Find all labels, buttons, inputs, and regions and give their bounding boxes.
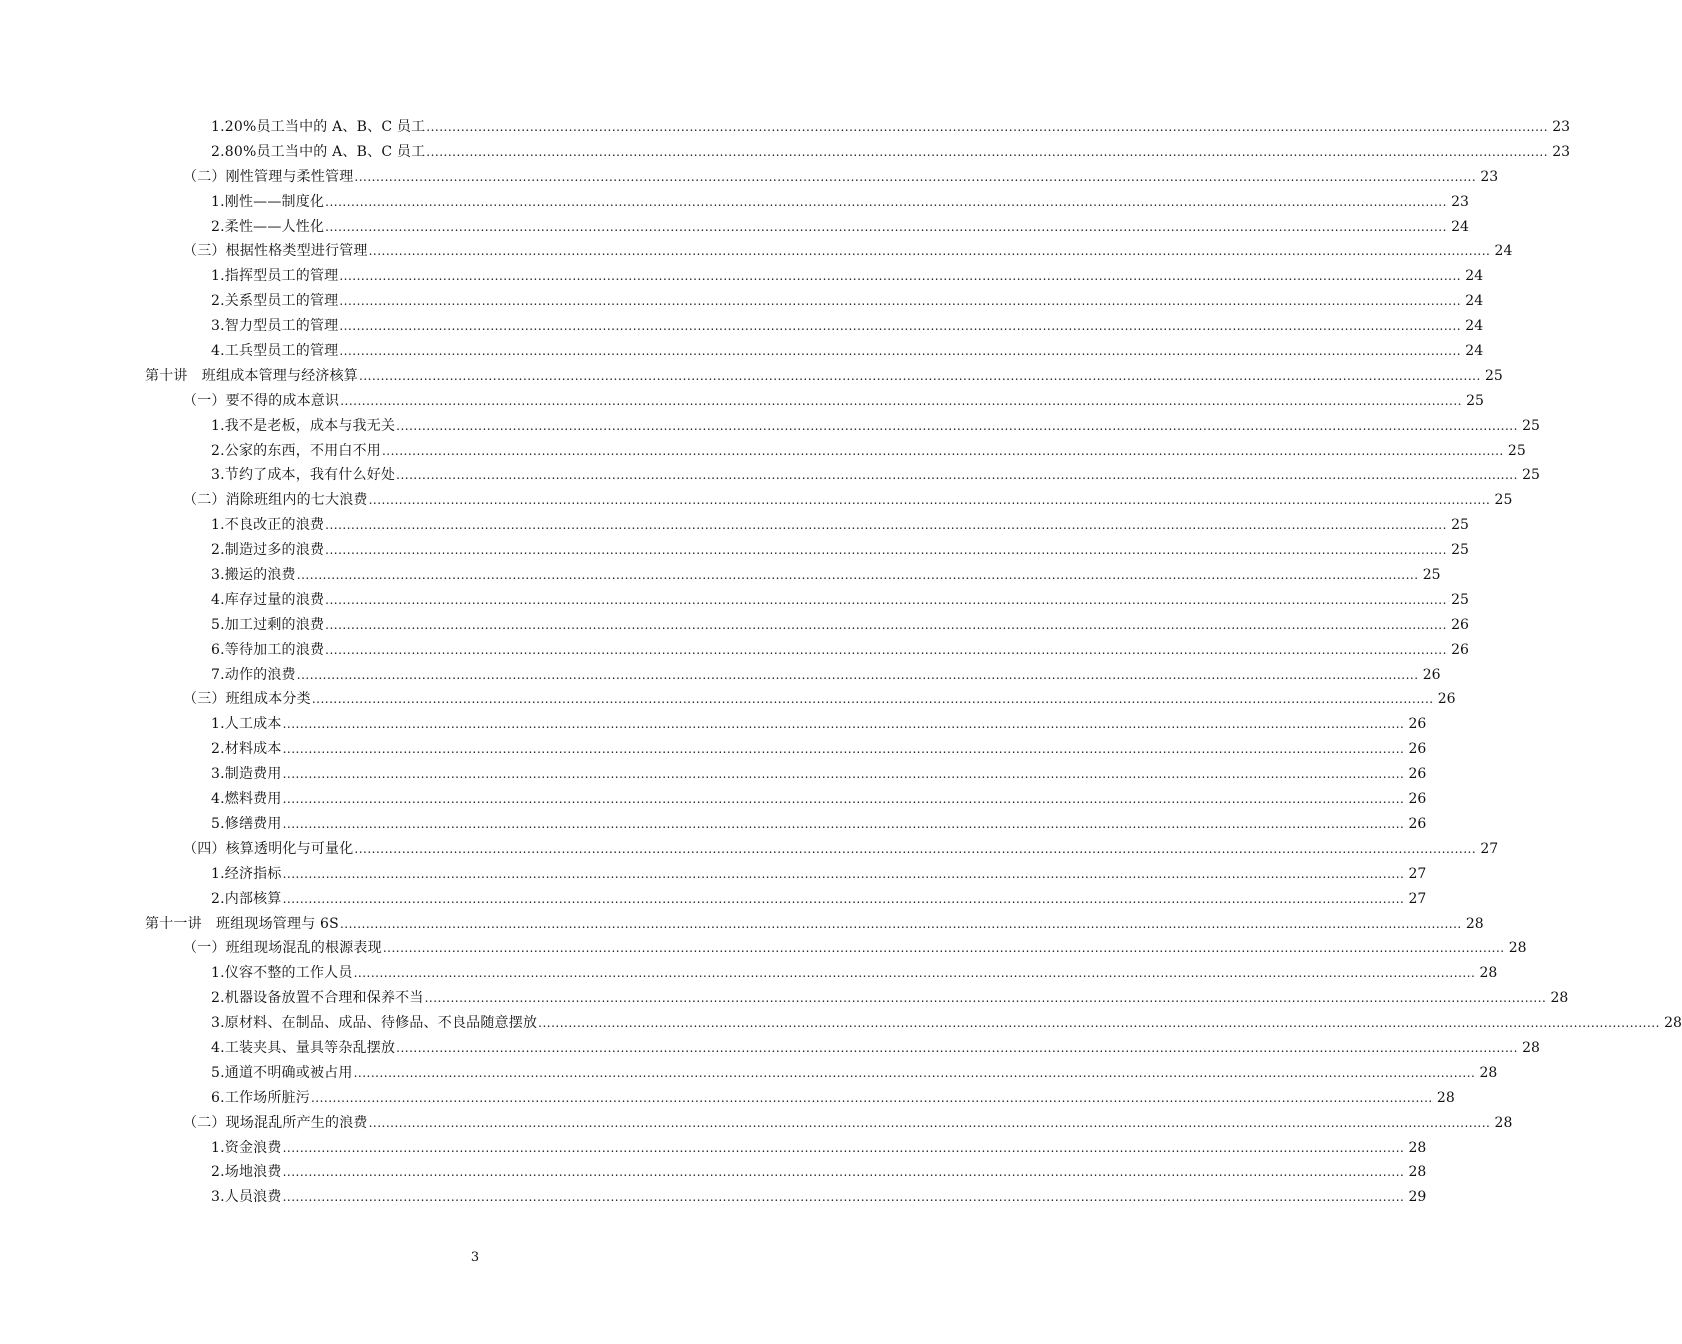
dot-leader: .................................................................................................................................................................................................................................................................... [325, 592, 1447, 607]
toc-entry-item [0, 314, 1484, 339]
toc-entry-page: 28 [1436, 1089, 1455, 1106]
toc-entry-line [211, 190, 1469, 215]
toc-entry-page: 25 [1422, 567, 1441, 584]
toc-entry-item [0, 513, 1469, 538]
dot-leader: .................................................................................................................................................................................................................................................................... [339, 319, 1462, 334]
dot-leader: .................................................................................................................................................................................................................................................................... [353, 1065, 1476, 1080]
toc-entry-title: 1.我不是老板，成本与我无关 [211, 417, 396, 434]
dot-leader: .................................................................................................................................................................................................................................................................... [282, 1190, 1405, 1205]
toc-entry-section [0, 837, 1499, 862]
toc-entry-title: 4.燃料费用 [211, 791, 282, 808]
toc-entry-page: 26 [1408, 716, 1427, 733]
toc-entry-item [0, 439, 1526, 464]
toc-entry-title: 4.工装夹具、量具等杂乱摆放 [211, 1039, 396, 1056]
toc-entry-item [0, 762, 1427, 787]
toc-entry-title: 1.经济指标 [211, 865, 282, 882]
toc-entry-page: 27 [1480, 840, 1499, 857]
toc-entry-line [211, 1061, 1498, 1086]
toc-entry-section [0, 687, 1456, 712]
dot-leader: .................................................................................................................................................................................................................................................................... [424, 991, 1547, 1006]
toc-entry-item [0, 115, 1571, 140]
toc-entry-page: 26 [1437, 691, 1456, 708]
dot-leader: .................................................................................................................................................................................................................................................................... [282, 866, 1405, 881]
toc-entry-title: 1.仪容不整的工作人员 [211, 965, 353, 982]
toc-entry-page: 27 [1408, 890, 1427, 907]
dot-leader: .................................................................................................................................................................................................................................................................... [339, 294, 1462, 309]
toc-entry-page: 26 [1451, 641, 1469, 658]
toc-entry-line [211, 314, 1484, 339]
toc-entry-page: 28 [1494, 1114, 1513, 1131]
toc-entry-line [211, 264, 1484, 289]
toc-entry-item [0, 463, 1540, 488]
toc-entry-page: 28 [1479, 965, 1498, 982]
toc-entry-line [211, 563, 1441, 588]
toc-entry-page: 28 [1408, 1164, 1427, 1181]
dot-leader: .................................................................................................................................................................................................................................................................... [396, 1040, 1518, 1055]
toc-entry-item [0, 264, 1484, 289]
toc-entry-page: 23 [1552, 119, 1571, 135]
toc-entry-line [145, 364, 1503, 389]
dot-leader: .................................................................................................................................................................................................................................................................... [325, 194, 1447, 209]
toc-entry-title: 1.刚性——制度化 [211, 193, 325, 210]
toc-entry-title: （四）核算透明化与可量化 [183, 840, 354, 857]
dot-leader: .................................................................................................................................................................................................................................................................... [282, 891, 1405, 906]
toc-entry-page: 23 [1480, 168, 1499, 185]
dot-leader: .................................................................................................................................................................................................................................................................... [296, 568, 1419, 583]
dot-leader: .................................................................................................................................................................................................................................................................... [325, 617, 1447, 632]
toc-entry-line [183, 389, 1484, 414]
toc-entry-page: 28 [1664, 1015, 1682, 1032]
toc-entry-line [211, 538, 1469, 563]
toc-entry-line [211, 414, 1540, 439]
dot-leader: .................................................................................................................................................................................................................................................................... [282, 1140, 1405, 1155]
toc-entry-page: 28 [1522, 1039, 1540, 1056]
toc-entry-page: 25 [1451, 517, 1469, 534]
toc-entry-line [211, 215, 1469, 240]
dot-leader: .................................................................................................................................................................................................................................................................... [311, 692, 1434, 707]
toc-entry-line [211, 1036, 1540, 1061]
dot-leader: .................................................................................................................................................................................................................................................................... [426, 120, 1549, 134]
toc-entry-line [211, 961, 1498, 986]
dot-leader: .................................................................................................................................................................................................................................................................... [368, 244, 1491, 259]
toc-entry-line [211, 613, 1469, 638]
dot-leader: .................................................................................................................................................................................................................................................................... [368, 1115, 1491, 1130]
dot-leader: .................................................................................................................................................................................................................................................................... [339, 344, 1462, 359]
dot-leader: .................................................................................................................................................................................................................................................................... [282, 816, 1405, 831]
toc-entry-line [211, 513, 1469, 538]
toc-entry-page: 28 [1479, 1064, 1498, 1081]
toc-entry-title: 5.通道不明确或被占用 [211, 1064, 353, 1081]
toc-entry-page: 25 [1522, 417, 1540, 434]
toc-entry-page: 26 [1408, 741, 1427, 758]
dot-leader: .................................................................................................................................................................................................................................................................... [310, 1090, 1433, 1105]
toc-entry-title: 2.公家的东西，不用白不用 [211, 442, 381, 459]
toc-entry-page: 26 [1408, 791, 1427, 808]
dot-leader: .................................................................................................................................................................................................................................................................... [325, 543, 1447, 558]
toc-entry-item [0, 1136, 1427, 1161]
toc-entry-item [0, 1086, 1455, 1111]
toc-entry-line [211, 663, 1441, 688]
dot-leader: .................................................................................................................................................................................................................................................................... [282, 792, 1405, 807]
toc-entry-item [0, 190, 1469, 215]
toc-entry-line [211, 737, 1427, 762]
toc-entry-item [0, 737, 1427, 762]
toc-entry-title: 3.智力型员工的管理 [211, 318, 339, 335]
toc-entry-item [0, 1011, 1682, 1036]
toc-entry-line [211, 887, 1427, 912]
toc-entry-item [0, 613, 1469, 638]
toc-entry-page: 24 [1465, 268, 1484, 285]
dot-leader: .................................................................................................................................................................................................................................................................... [339, 916, 1462, 931]
toc-entry-title: 6.工作场所脏污 [211, 1089, 310, 1106]
dot-leader: .................................................................................................................................................................................................................................................................... [368, 493, 1491, 508]
dot-leader: .................................................................................................................................................................................................................................................................... [325, 518, 1447, 533]
toc-entry-line [211, 862, 1427, 887]
toc-entry-line [211, 1136, 1427, 1161]
toc-entry-section [0, 488, 1513, 513]
toc-entry-item [0, 961, 1498, 986]
toc-entry-page: 27 [1408, 865, 1427, 882]
toc-entry-page: 25 [1522, 467, 1540, 484]
toc-entry-page: 26 [1422, 666, 1441, 683]
toc-entry-item [0, 1061, 1498, 1086]
toc-entry-line [211, 762, 1427, 787]
toc-entry-item [0, 140, 1571, 165]
toc-entry-page: 24 [1465, 293, 1484, 310]
toc-entry-item [0, 663, 1441, 688]
toc-entry-line [183, 837, 1499, 862]
toc-entry-line [183, 936, 1527, 961]
toc-entry-chapter [0, 912, 1484, 937]
toc-entry-page: 24 [1465, 343, 1484, 360]
toc-entry-section [0, 165, 1499, 190]
dot-leader: .................................................................................................................................................................................................................................................................... [354, 841, 1477, 856]
toc-entry-section [0, 1111, 1513, 1136]
toc-entry-line [211, 986, 1569, 1011]
toc-entry-item [0, 812, 1427, 837]
toc-entry-line [211, 439, 1526, 464]
dot-leader: .................................................................................................................................................................................................................................................................... [282, 742, 1405, 757]
toc-entry-item [0, 563, 1441, 588]
toc-entry-title: 2.制造过多的浪费 [211, 542, 325, 559]
toc-entry-title: 5.修缮费用 [211, 815, 282, 832]
toc-entry-title: （二）现场混乱所产生的浪费 [183, 1114, 368, 1131]
dot-leader: .................................................................................................................................................................................................................................................................... [296, 667, 1419, 682]
toc-entry-title: （三）班组成本分类 [183, 691, 311, 708]
toc-entry-title: 第十讲 班组成本管理与经济核算 [145, 367, 358, 384]
toc-entry-line [183, 488, 1513, 513]
toc-entry-item [0, 414, 1540, 439]
toc-entry-page: 23 [1451, 193, 1469, 210]
toc-entry-page: 25 [1507, 442, 1526, 459]
toc-entry-item [0, 986, 1569, 1011]
toc-entry-title: 1.资金浪费 [211, 1139, 282, 1156]
toc-entry-page: 25 [1494, 492, 1513, 509]
toc-entry-item [0, 588, 1469, 613]
toc-entry-page: 24 [1494, 243, 1513, 260]
toc-entry-title: 2.关系型员工的管理 [211, 293, 339, 310]
toc-entry-item [0, 1036, 1540, 1061]
dot-leader: .................................................................................................................................................................................................................................................................... [325, 642, 1447, 657]
toc-entry-line [145, 912, 1484, 937]
dot-leader: .................................................................................................................................................................................................................................................................... [396, 418, 1518, 433]
toc-entry-line [183, 687, 1456, 712]
toc-entry-title: （一）班组现场混乱的根源表现 [183, 940, 382, 957]
toc-entry-title: （一）要不得的成本意识 [183, 392, 340, 409]
toc-entry-title: 2.机器设备放置不合理和保养不当 [211, 990, 424, 1007]
toc-entry-line [211, 812, 1427, 837]
toc-entry-title: 3.制造费用 [211, 766, 282, 783]
toc-entry-section [0, 936, 1527, 961]
dot-leader: .................................................................................................................................................................................................................................................................... [538, 1016, 1660, 1031]
toc-entry-title: 2.内部核算 [211, 890, 282, 907]
toc-entry-line [211, 1011, 1682, 1036]
toc-entry-line [183, 1111, 1513, 1136]
toc-entry-title: 1.不良改正的浪费 [211, 517, 325, 534]
toc-entry-section [0, 389, 1484, 414]
toc-entry-chapter [0, 364, 1503, 389]
toc-entry-item [0, 339, 1484, 364]
toc-entry-line [211, 463, 1540, 488]
toc-entry-page: 29 [1408, 1189, 1427, 1206]
toc-entry-title: 3.原材料、在制品、成品、待修品、不良品随意摆放 [211, 1015, 538, 1032]
toc-entry-page: 23 [1552, 143, 1571, 160]
toc-entry-item [0, 862, 1427, 887]
toc-entry-title: 2.场地浪费 [211, 1164, 282, 1181]
page-number: 3 [470, 1250, 480, 1265]
toc-entry-title: 2.柔性——人性化 [211, 218, 325, 235]
toc-entry-item [0, 887, 1427, 912]
dot-leader: .................................................................................................................................................................................................................................................................... [354, 169, 1477, 184]
toc-entry-title: 6.等待加工的浪费 [211, 641, 325, 658]
toc-entry-line [211, 638, 1469, 663]
toc-entry-section [0, 239, 1513, 264]
toc-entry-title: 第十一讲 班组现场管理与 6S [145, 915, 339, 932]
toc-entry-page: 26 [1408, 815, 1427, 832]
toc-entry-page: 28 [1508, 940, 1527, 957]
toc-entry-title: 3.人员浪费 [211, 1189, 282, 1206]
toc-entry-item [0, 538, 1469, 563]
toc-entry-title: 5.加工过剩的浪费 [211, 616, 325, 633]
toc-entry-item [0, 638, 1469, 663]
toc-entry-title: （二）消除班组内的七大浪费 [183, 492, 368, 509]
toc-entry-line [211, 1160, 1427, 1185]
toc-entry-title: （二）刚性管理与柔性管理 [183, 168, 354, 185]
toc-entry-title: 4.工兵型员工的管理 [211, 343, 339, 360]
toc-entry-page: 25 [1466, 392, 1484, 409]
dot-leader: .................................................................................................................................................................................................................................................................... [340, 393, 1462, 408]
toc-entry-title: 1.20%员工当中的 A、B、C 员工 [211, 119, 426, 135]
toc-entry-title: 4.库存过量的浪费 [211, 591, 325, 608]
toc-entry-line [211, 140, 1571, 165]
toc-entry-item [0, 712, 1427, 737]
toc-entry-line [211, 339, 1484, 364]
toc-entry-title: 3.节约了成本，我有什么好处 [211, 467, 396, 484]
toc-entry-page: 25 [1451, 542, 1469, 559]
toc-entry-line [183, 165, 1499, 190]
toc-entry-line [211, 787, 1427, 812]
toc-entry-title: （三）根据性格类型进行管理 [183, 243, 368, 260]
toc-entry-title: 1.人工成本 [211, 716, 282, 733]
dot-leader: .................................................................................................................................................................................................................................................................... [426, 144, 1549, 159]
toc-entry-page: 25 [1451, 591, 1469, 608]
toc-entry-title: 3.搬运的浪费 [211, 567, 296, 584]
toc-entry-title: 7.动作的浪费 [211, 666, 296, 683]
toc-entry-item [0, 1185, 1427, 1210]
toc-entry-line [211, 115, 1571, 140]
toc-entry-page: 28 [1465, 915, 1484, 932]
toc-entry-line [211, 712, 1427, 737]
toc-entry-line [211, 1185, 1427, 1210]
dot-leader: .................................................................................................................................................................................................................................................................... [282, 717, 1405, 732]
toc-entry-line [183, 239, 1513, 264]
toc-entry-page: 26 [1451, 616, 1469, 633]
toc-entry-item [0, 787, 1427, 812]
dot-leader: .................................................................................................................................................................................................................................................................... [359, 368, 1481, 383]
toc-entry-line [211, 588, 1469, 613]
dot-leader: .................................................................................................................................................................................................................................................................... [382, 941, 1505, 956]
toc-entry-title: 2.80%员工当中的 A、B、C 员工 [211, 143, 426, 160]
toc-entry-line [211, 289, 1484, 314]
dot-leader: .................................................................................................................................................................................................................................................................... [282, 767, 1405, 782]
table-of-contents [0, 115, 1682, 1210]
toc-entry-page: 28 [1550, 990, 1569, 1007]
toc-entry-item [0, 215, 1469, 240]
toc-entry-page: 24 [1451, 218, 1469, 235]
toc-entry-title: 1.指挥型员工的管理 [211, 268, 339, 285]
toc-entry-page: 26 [1408, 766, 1427, 783]
dot-leader: .................................................................................................................................................................................................................................................................... [396, 468, 1518, 483]
toc-entry-title: 2.材料成本 [211, 741, 282, 758]
dot-leader: .................................................................................................................................................................................................................................................................... [325, 219, 1447, 234]
toc-entry-page: 25 [1484, 367, 1503, 384]
toc-entry-item [0, 1160, 1427, 1185]
toc-entry-page: 24 [1465, 318, 1484, 335]
dot-leader: .................................................................................................................................................................................................................................................................... [381, 443, 1504, 458]
toc-entry-page: 28 [1408, 1139, 1427, 1156]
toc-entry-item [0, 289, 1484, 314]
dot-leader: .................................................................................................................................................................................................................................................................... [282, 1165, 1405, 1180]
dot-leader: .................................................................................................................................................................................................................................................................... [339, 269, 1462, 284]
toc-entry-line [211, 1086, 1455, 1111]
dot-leader: .................................................................................................................................................................................................................................................................... [353, 966, 1476, 981]
